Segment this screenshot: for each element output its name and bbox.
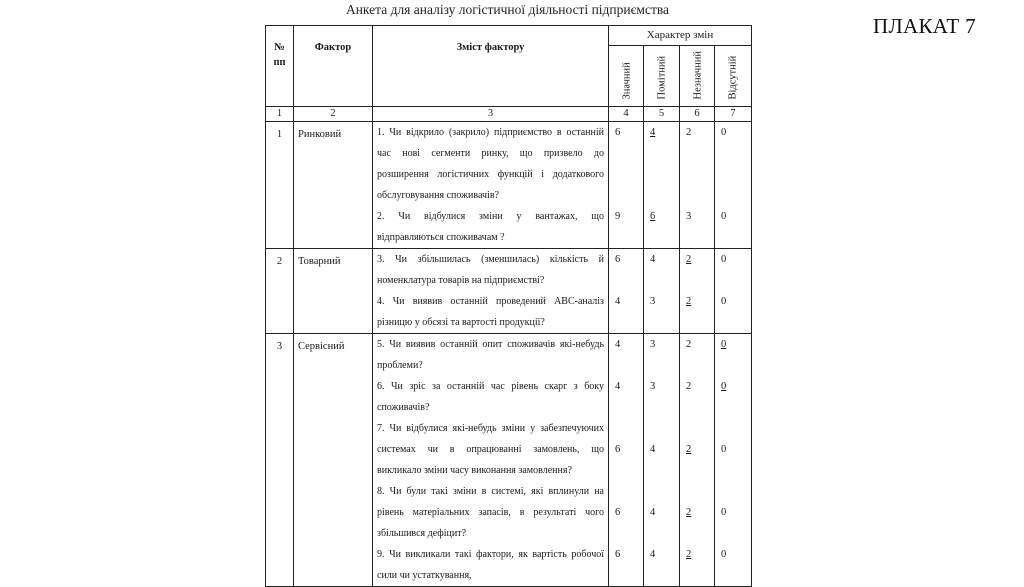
question [377, 249, 604, 291]
question-number: 5. [377, 339, 385, 350]
question [377, 544, 604, 586]
rating-value: 0 [721, 381, 727, 392]
question [377, 334, 604, 376]
rating-value: 2 [686, 254, 692, 265]
rating-cell [715, 122, 752, 249]
header-significant-label: Значний [621, 62, 633, 100]
factor-name: Сервісний [294, 334, 373, 587]
rating-cell [609, 122, 644, 249]
survey-body [266, 122, 752, 587]
rating-value: 0 [721, 444, 727, 455]
question-number: 8. [377, 486, 385, 497]
column-index: 1 [266, 107, 294, 122]
rating-value: 6 [615, 507, 621, 518]
question-number: 7. [377, 423, 385, 434]
rating-value: 0 [721, 339, 727, 350]
factor-row [266, 122, 752, 249]
rating-value: 0 [721, 296, 727, 307]
rating-value: 0 [721, 549, 727, 560]
rating-value: 9 [615, 211, 621, 222]
header-minor [680, 46, 715, 107]
question [377, 291, 604, 333]
header-content: Зміст фактору [373, 26, 609, 107]
rating-value: 2 [686, 339, 692, 350]
factor-number: 2 [266, 249, 294, 334]
rating-value: 4 [615, 296, 621, 307]
rating-value: 3 [650, 381, 656, 392]
rating-value: 0 [721, 254, 727, 265]
rating-value: 2 [686, 381, 692, 392]
question-text: Чи відкрило (закрило) підприємство в останній час нові сегменти ринку, що призвело до розширення логістичних функцій і додаткового обслуговування споживачів? [377, 127, 604, 201]
column-index: 6 [680, 107, 715, 122]
question [377, 418, 604, 481]
header-absent-label: Відсутній [727, 55, 739, 100]
header-noticeable [644, 46, 680, 107]
rating-value: 0 [721, 211, 727, 222]
column-index: 5 [644, 107, 680, 122]
question-number: 4. [377, 296, 385, 307]
rating-value: 6 [615, 127, 621, 138]
question-text: Чи відбулися зміни у вантажах, що відправляються споживачам ? [377, 211, 605, 243]
question-number: 1. [377, 127, 385, 138]
rating-value: 2 [686, 296, 692, 307]
question [377, 122, 604, 206]
document-title: Анкета для аналізу логістичної діяльності підприємства [345, 2, 670, 17]
question-number: 3. [377, 254, 385, 265]
rating-value: 0 [721, 127, 727, 138]
rating-value: 4 [615, 381, 621, 392]
rating-value: 2 [686, 507, 692, 518]
question-text: Чи збільшилась (зменшилась) кількість й номенклатура товарів на підприємстві? [377, 254, 604, 286]
question-number: 6. [377, 381, 385, 392]
rating-value: 3 [650, 296, 656, 307]
factor-row [266, 334, 752, 587]
question-text: Чи виявив останній проведений АВС-аналіз різницю у обсязі та вартості продукції? [377, 296, 604, 328]
question-text: Чи зріс за останній час рівень скарг з боку споживачів? [377, 381, 604, 413]
column-index: 3 [373, 107, 609, 122]
rating-value: 0 [721, 507, 727, 518]
factor-content [373, 334, 609, 587]
rating-cell [644, 249, 680, 334]
rating-cell [609, 334, 644, 587]
column-index: 2 [294, 107, 373, 122]
rating-value: 2 [686, 444, 692, 455]
rating-cell [715, 249, 752, 334]
poster-label: ПЛАКАТ 7 [873, 14, 976, 38]
rating-value: 4 [650, 127, 656, 138]
factor-content [373, 122, 609, 249]
header-change-group: Характер змін [609, 26, 752, 46]
rating-cell [715, 334, 752, 587]
rating-cell [680, 334, 715, 587]
rating-value: 4 [650, 549, 656, 560]
column-index-row [266, 107, 752, 122]
rating-value: 2 [686, 549, 692, 560]
rating-value: 4 [650, 444, 656, 455]
header-absent [715, 46, 752, 107]
header-noticeable-label: Помітний [656, 55, 668, 100]
factor-name: Ринковий [294, 122, 373, 249]
question-text: Чи відбулися які-небудь зміни у забезпечуючих системах чи в опрацюванні замовлень, що викликало зміни часу виконання замовлення? [377, 423, 604, 476]
header-significant [609, 46, 644, 107]
question-text: Чи викликали такі фактори, як вартість робочої сили чи устаткування, [377, 549, 605, 581]
factor-name: Товарний [294, 249, 373, 334]
survey-table [265, 25, 752, 587]
rating-value: 6 [615, 444, 621, 455]
rating-value: 6 [615, 549, 621, 560]
rating-value: 3 [686, 211, 692, 222]
rating-cell [644, 122, 680, 249]
rating-cell [680, 249, 715, 334]
rating-cell [644, 334, 680, 587]
rating-value: 6 [615, 254, 621, 265]
factor-row [266, 249, 752, 334]
column-index: 7 [715, 107, 752, 122]
rating-value: 6 [650, 211, 656, 222]
question-text: Чи були такі зміни в системі, які вплинули на рівень матеріальних запасів, в результаті чого збільшився дефіцит? [377, 486, 604, 539]
question-number: 2. [377, 211, 385, 222]
rating-value: 4 [650, 254, 656, 265]
header-factor: Фактор [294, 26, 373, 107]
factor-content [373, 249, 609, 334]
question [377, 376, 604, 418]
question [377, 206, 604, 248]
question-text: Чи виявив останній опит споживачів які-небудь проблеми? [377, 339, 605, 371]
question [377, 481, 604, 544]
rating-value: 2 [686, 127, 692, 138]
header-minor-label: Незначний [692, 50, 704, 100]
factor-number: 1 [266, 122, 294, 249]
rating-value: 4 [650, 507, 656, 518]
rating-value: 4 [615, 339, 621, 350]
question-number: 9. [377, 549, 385, 560]
rating-cell [680, 122, 715, 249]
column-index: 4 [609, 107, 644, 122]
rating-cell [609, 249, 644, 334]
factor-number: 3 [266, 334, 294, 587]
header-number: № пп [266, 26, 294, 107]
rating-value: 3 [650, 339, 656, 350]
